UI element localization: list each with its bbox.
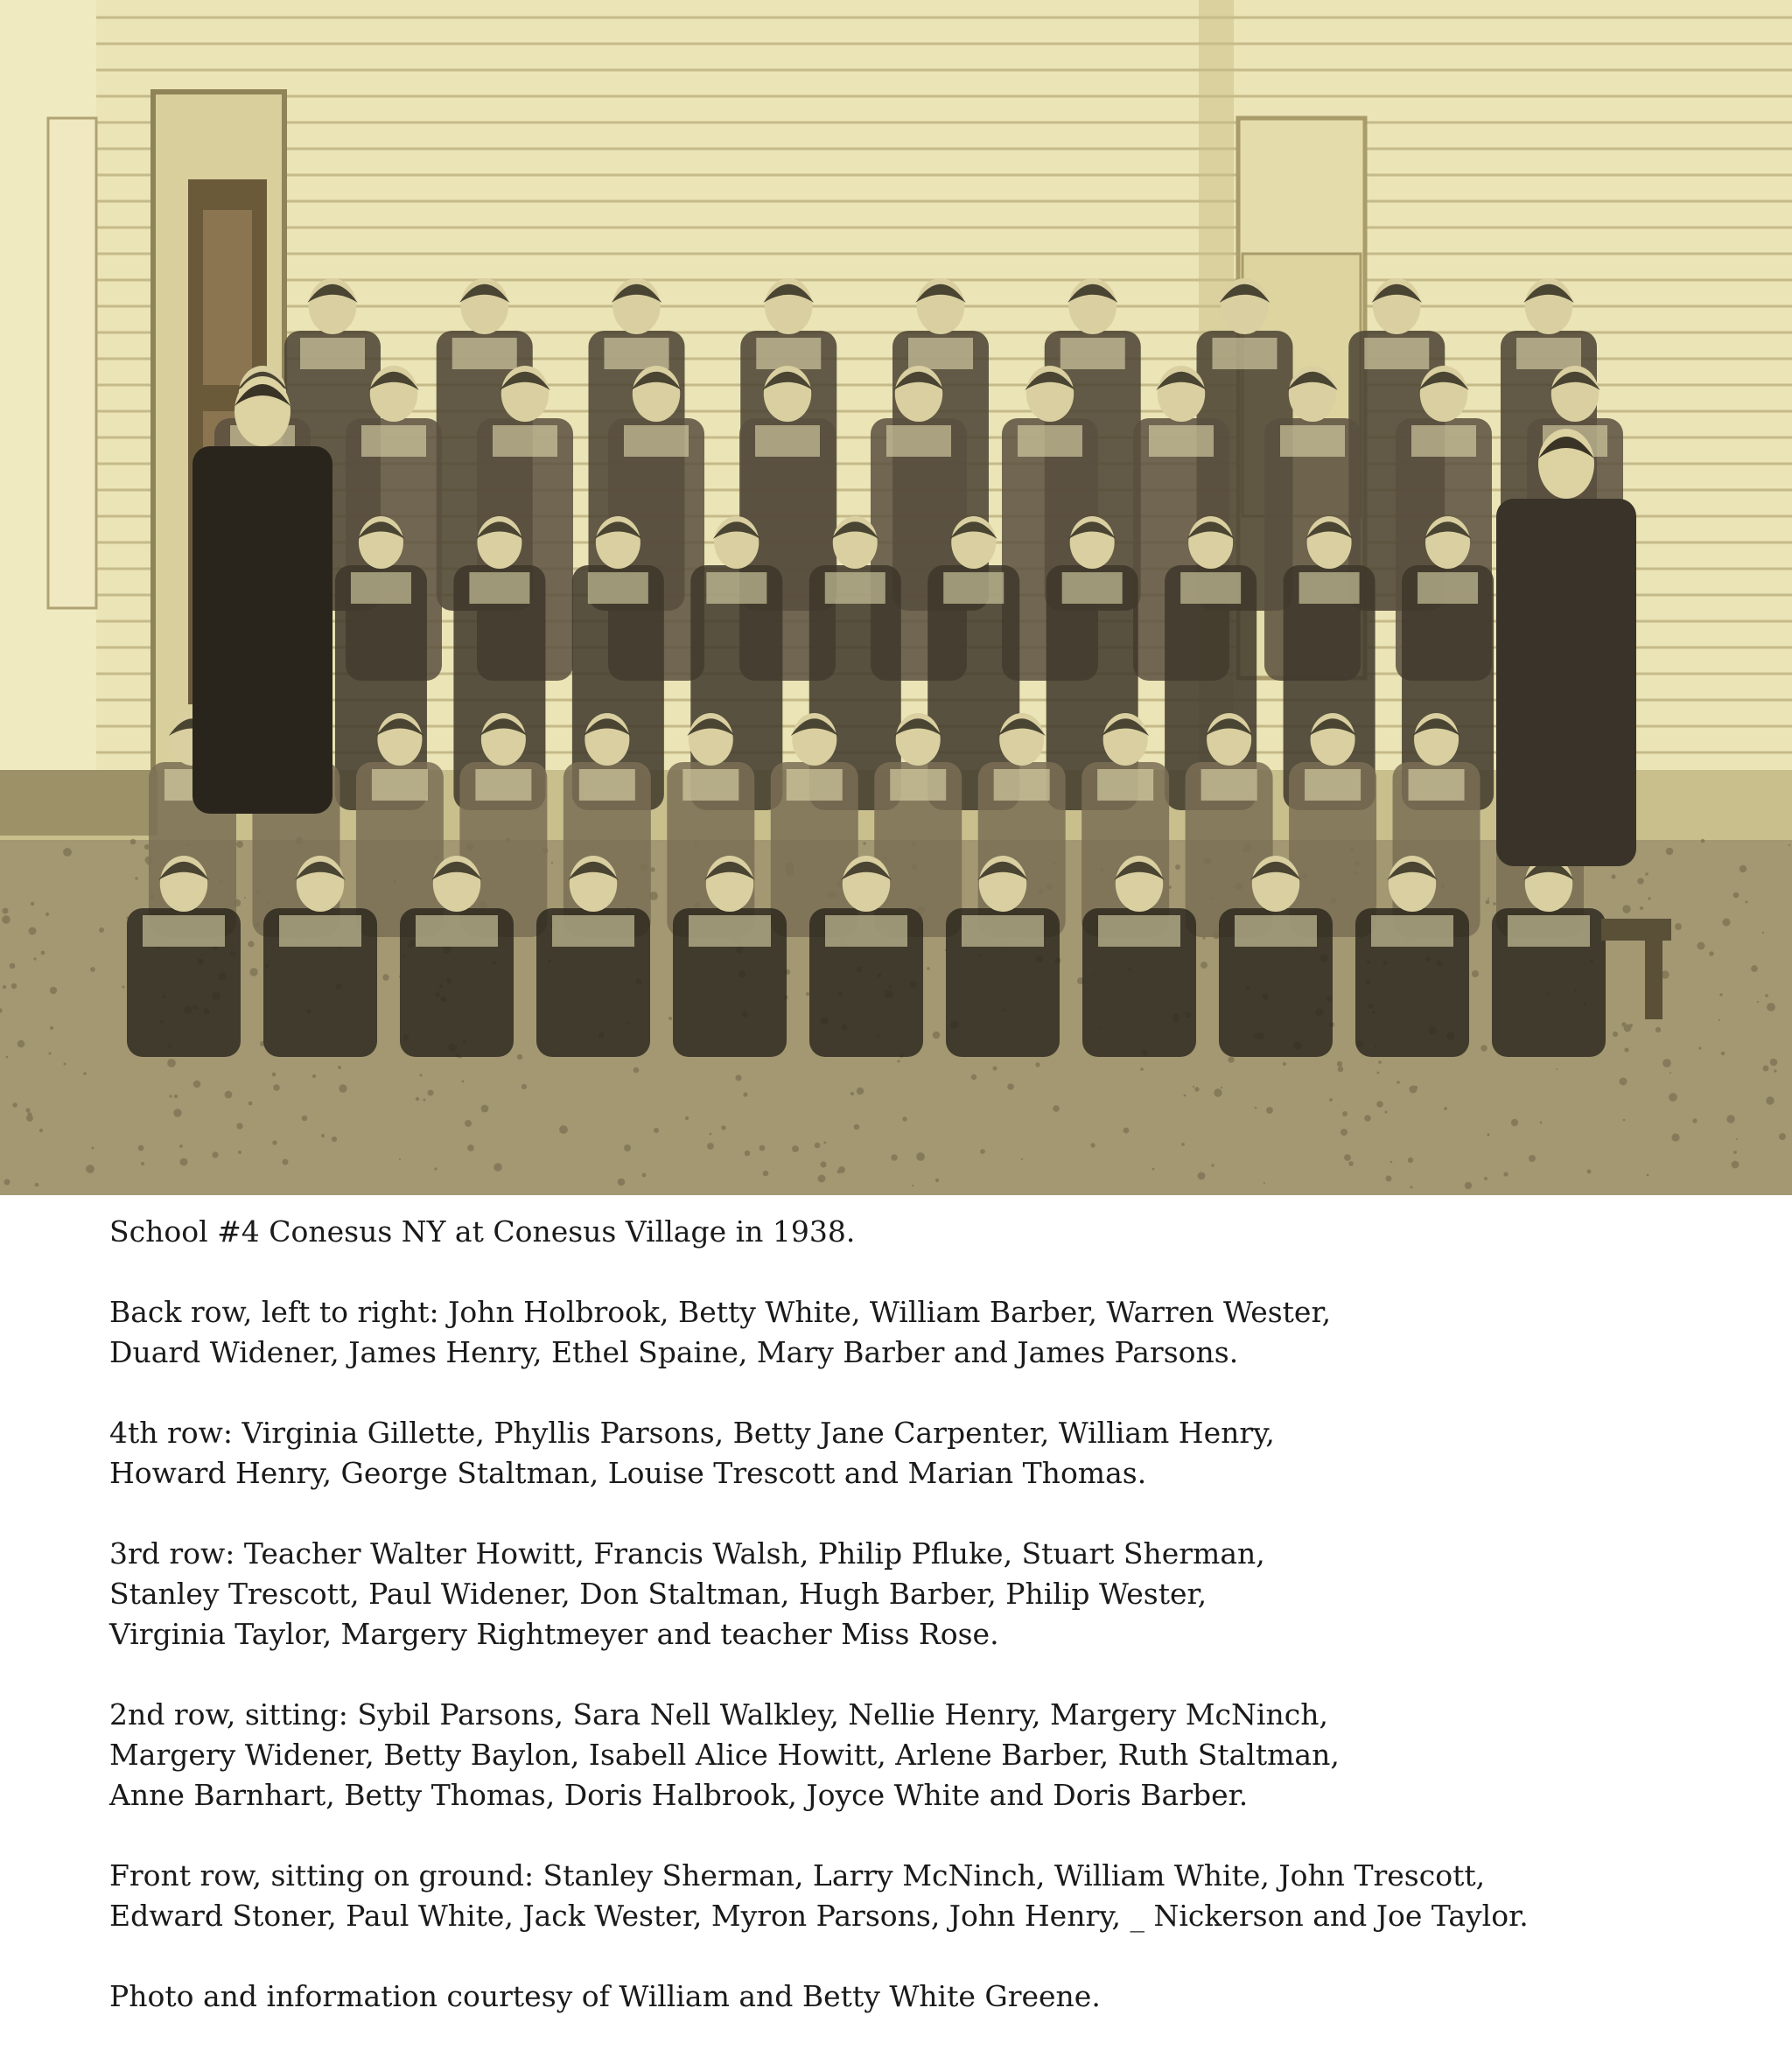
- caption-line: 4th row: Virginia Gillette, Phyllis Parsons, Betty Jane Carpenter, William Henry,: [109, 1416, 1275, 1450]
- caption-line: Margery Widener, Betty Baylon, Isabell Alice Howitt, Arlene Barber, Ruth Staltman,: [109, 1738, 1340, 1772]
- caption-line: Duard Widener, James Henry, Ethel Spaine, Mary Barber and James Parsons.: [109, 1335, 1239, 1369]
- caption-line: Front row, sitting on ground: Stanley Sherman, Larry McNinch, William White, John Trescott,: [109, 1858, 1486, 1893]
- bench: [1601, 919, 1671, 941]
- caption-back-row: [109, 1292, 1754, 1373]
- caption-title-text: School #4 Conesus NY at Conesus Village in 1938.: [109, 1214, 856, 1249]
- caption-credit-text: Photo and information courtesy of William and Betty White Greene.: [109, 1979, 1101, 2013]
- caption-line: Stanley Trescott, Paul Widener, Don Staltman, Hugh Barber, Philip Wester,: [109, 1577, 1208, 1611]
- caption-title: [109, 1212, 1754, 1252]
- caption-third-row: [109, 1534, 1754, 1655]
- caption-line: Howard Henry, George Staltman, Louise Trescott and Marian Thomas.: [109, 1456, 1147, 1490]
- caption-fourth-row: [109, 1413, 1754, 1494]
- caption-line: Edward Stoner, Paul White, Jack Wester, Myron Parsons, John Henry, _ Nickerson and Joe Taylor.: [109, 1899, 1529, 1933]
- caption-line: 2nd row, sitting: Sybil Parsons, Sara Nell Walkley, Nellie Henry, Margery McNinch,: [109, 1697, 1328, 1732]
- caption-line: Virginia Taylor, Margery Rightmeyer and teacher Miss Rose.: [109, 1617, 999, 1651]
- caption-credit: [109, 1977, 1754, 2017]
- caption-line: Back row, left to right: John Holbrook, Betty White, William Barber, Warren Wester,: [109, 1295, 1332, 1329]
- caption-second-row: [109, 1695, 1754, 1816]
- caption-line: Anne Barnhart, Betty Thomas, Doris Halbrook, Joyce White and Doris Barber.: [109, 1778, 1249, 1812]
- caption-front-row: [109, 1856, 1754, 1936]
- photo-caption: [109, 1212, 1754, 2057]
- caption-line: 3rd row: Teacher Walter Howitt, Francis Walsh, Philip Pfluke, Stuart Sherman,: [109, 1536, 1265, 1571]
